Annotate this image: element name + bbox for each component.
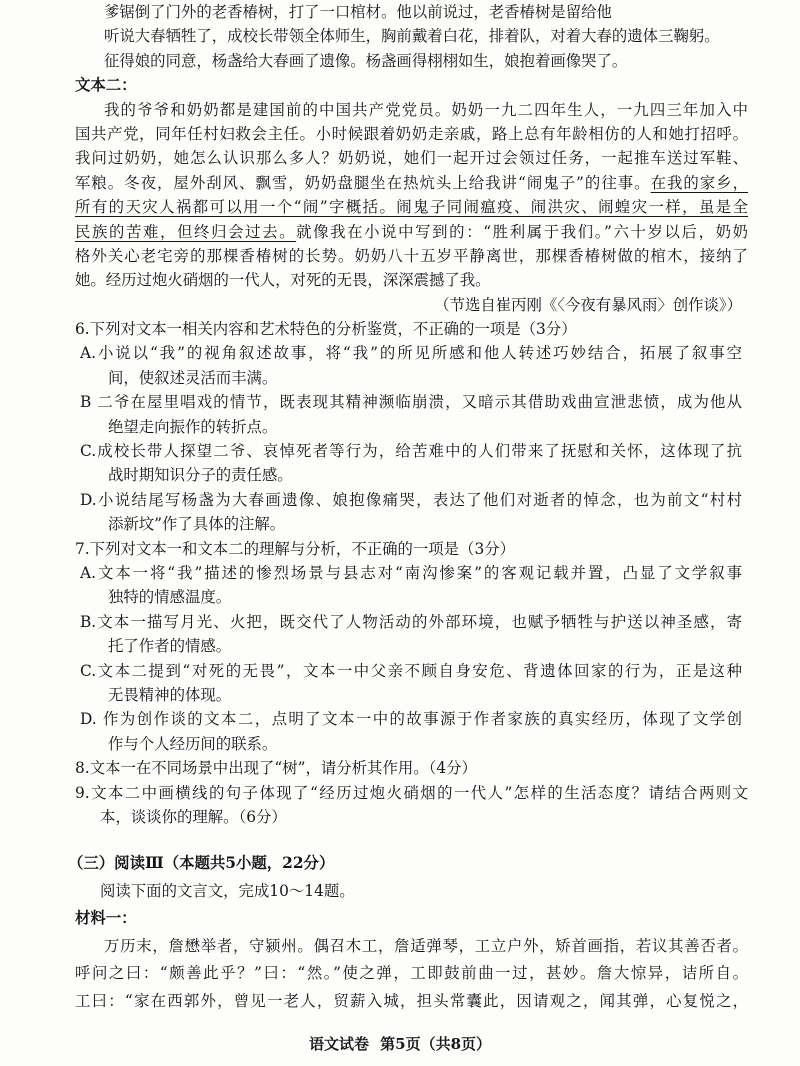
option-line: 绝望走向振作的转折点。 — [108, 417, 278, 436]
section-instruction: 阅读下面的文言文，完成10～14题。 — [100, 881, 355, 900]
option-line: B.文本一描写月光、火把，既交代了人物活动的外部环境，也赋予牺牲与护送以神圣感，寄 — [80, 612, 742, 631]
option-line: A.文本一将“我”描述的惨烈场景与县志对“南沟惨案”的客观记载并置，凸显了文学叙事 — [80, 563, 742, 582]
option-line: 托了作者的情感。 — [108, 637, 232, 656]
option-line: 间，使叙述灵活而丰满。 — [108, 368, 278, 387]
q7-stem: 7.下列对文本一和文本二的理解与分析，不正确的一项是（3分） — [75, 539, 516, 558]
q6-stem: 6.下列对文本一相关内容和艺术特色的分析鉴赏，不正确的一项是（3分） — [75, 320, 577, 339]
text2-line — [75, 171, 748, 195]
option-line: C.成校长带人探望二爷、哀悼死者等行为，给苦难中的人们带来了抚慰和关怀，这体现了抗 — [80, 442, 742, 461]
option-line: 作与个人经历间的联系。 — [108, 734, 278, 753]
section-heading: （三）阅读Ⅲ（本题共5小题，22分） — [68, 854, 335, 873]
classical-text-line: 工曰：“家在西郭外，曾见一老人，贸薪入城，担头常囊此，因请观之，闻其弹，心复悦之， — [75, 991, 748, 1010]
text1-line: 听说大春牺牲了，成校长带领全体师生，胸前戴着白花，排着队，对着大春的遗体三鞠躬。 — [104, 27, 720, 46]
q9-stem-line: 9.文本二中画横线的句子体现了“经历过炮火硝烟的一代人”怎样的生活态度？请结合两则文 — [75, 783, 748, 802]
classical-text-line: 呼问之曰：“颇善此乎？”曰：“然。”使之弹，工即鼓前曲一过，甚妙。詹大惊异，诘所自。 — [75, 964, 748, 983]
text2-line-plain: 就像我在小说中写到的：“胜利属于我们。”六十岁以后，奶奶 — [296, 222, 748, 241]
option-line: D.小说结尾写杨盏为大春画遗像、娘抱像痛哭，表达了他们对逝者的悼念，也为前文“村村 — [80, 490, 742, 509]
q6-option-a — [0, 341, 800, 390]
option-line: D. 作为创作谈的文本二，点明了文本一中的故事源于作者家族的真实经历，体现了文学创 — [80, 710, 742, 729]
q6-option-c — [0, 439, 800, 488]
text2-line — [75, 195, 748, 219]
option-line: 战时期知识分子的责任感。 — [108, 466, 293, 485]
text2-underlined-sentence: 所有的天灾人祸都可以用一个“闹”字概括。闹鬼子同闹瘟疫、闹洪灾、闹蝗灾一样，虽是全 — [75, 198, 748, 217]
text2-line — [75, 220, 748, 244]
q7-option-a — [0, 561, 800, 610]
text2-line: 我问过奶奶，她怎么认识那么多人？奶奶说，她们一起开过会领过任务，一起推车送过军鞋、 — [75, 149, 748, 168]
text2-line: 她。经历过炮火硝烟的一代人，对死的无畏，深深震撼了我。 — [75, 271, 491, 290]
text2-line: 我的爷爷和奶奶都是建国前的中国共产党党员。奶奶一九二四年生人，一九四三年加入中 — [104, 100, 748, 119]
text2-underlined-sentence: 民族的苦难，但终归会过去。 — [75, 222, 297, 241]
text2-line: 国共产党，同年任村妇救会主任。小时候跟着奶奶走亲戚，路上总有年龄相仿的人和她打招呼。 — [75, 124, 748, 143]
reading-section-3 — [0, 850, 800, 1015]
classical-text-line: 万历末，詹懋举者，守颍州。偶召木工，詹适弹琴，工立户外，矫首画指，若议其善否者。 — [104, 936, 748, 955]
text2-line: 格外关心老宅旁的那棵香椿树的长势。奶奶八十五岁平静离世，那棵香椿树做的棺木，接纳了 — [75, 246, 748, 265]
option-line: A.小说以“我”的视角叙述故事，将“我”的所见所感和他人转述巧妙结合，拓展了叙事空 — [80, 344, 742, 363]
q7-option-d — [0, 707, 800, 756]
option-line: B 二爷在屋里唱戏的情节，既表现其精神濒临崩溃，又暗示其借助戏曲宣泄悲愤，成为他从 — [80, 393, 742, 412]
q9-stem-line: 本，谈谈你的理解。（6分） — [100, 807, 287, 826]
q7-option-c — [0, 659, 800, 708]
q7-option-b — [0, 610, 800, 659]
option-line: 添新坟”作了具体的注解。 — [108, 515, 286, 534]
material-label: 材料一： — [75, 909, 137, 928]
option-line: 独特的情感温度。 — [108, 588, 232, 607]
text2-line-plain: 军粮。冬夜，屋外刮风、飘雪，奶奶盘腿坐在热炕头上给我讲“闹鬼子”的往事。 — [75, 173, 651, 192]
q6-option-d — [0, 488, 800, 537]
q6-option-b — [0, 390, 800, 439]
text1-line: 爹锯倒了门外的老香椿树，打了一口棺材。他以前说过，老香椿树是留给他 — [104, 3, 612, 21]
text2-source: （节选自崔丙刚《〈今夜有暴风雨〉创作谈》） — [434, 295, 742, 314]
page-footer: 语文试卷 第5页（共8页） — [308, 1035, 492, 1053]
text2-heading: 文本二： — [75, 76, 137, 95]
text1-line: 征得娘的同意，杨盏给大春画了遗像。杨盏画得栩栩如生，娘抱着画像哭了。 — [104, 51, 628, 70]
option-line: C.文本二提到“对死的无畏”，文本一中父亲不顾自身安危、背遗体回家的行为，正是这种 — [80, 661, 742, 680]
option-line: 无畏精神的体现。 — [108, 685, 232, 704]
q8-stem: 8.文本一在不同场景中出现了“树”，请分析其作用。（4分） — [75, 759, 477, 778]
text2-underlined-sentence: 在我的家乡， — [650, 173, 748, 192]
